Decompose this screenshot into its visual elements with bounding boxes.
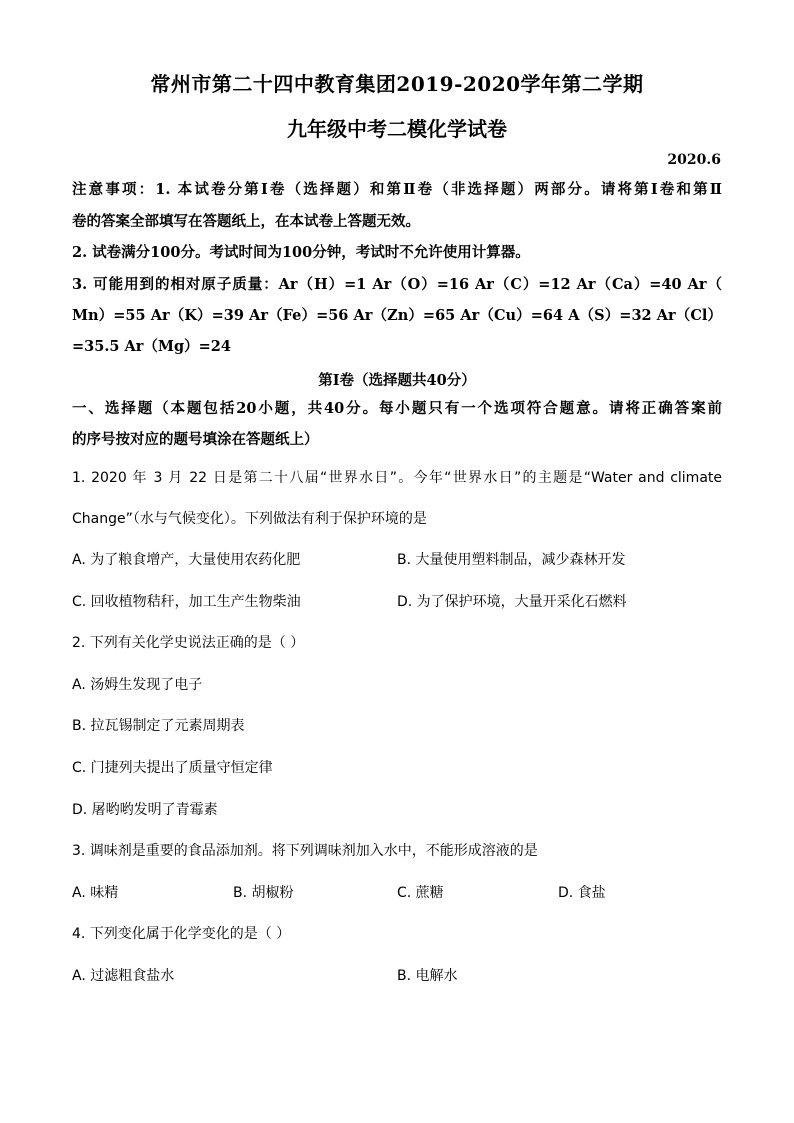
question-3-stem: 3. 调味剂是重要的食品添加剂。将下列调味剂加入水中，不能形成溶液的是 <box>72 843 538 859</box>
question-3-option-b: B. 胡椒粉 <box>233 885 294 901</box>
question-1-stem-line2: Change”（水与气候变化）。下列做法有利于保护环境的是 <box>72 511 427 527</box>
question-1-option-b: B. 大量使用塑料制品，减少森林开发 <box>397 552 626 568</box>
question-3-option-d: D. 食盐 <box>558 885 606 901</box>
exam-title-line1: 常州市第二十四中教育集团2019-2020学年第二学期 <box>150 72 644 96</box>
question-2-option-a: A. 汤姆生发现了电子 <box>72 677 203 693</box>
question-3-option-a: A. 味精 <box>72 885 119 901</box>
notes-line-6: =35.5 Ar（Mg）=24 <box>72 338 231 355</box>
notes-line-4: 3. 可能用到的相对原子质量：Ar（H）=1 Ar（O）=16 Ar（C）=12 Ar（Ca）=40 Ar（ <box>72 276 722 293</box>
question-2-stem: 2. 下列有关化学史说法正确的是（ ） <box>72 635 305 651</box>
question-1-option-c: C. 回收植物秸秆，加工生产生物柴油 <box>72 594 301 610</box>
section-instruction-line1: 一、选择题（本题包括20小题，共40分。每小题只有一个选项符合题意。请将正确答案前 <box>72 400 722 417</box>
question-4-option-b: B. 电解水 <box>397 968 458 984</box>
question-2-option-c: C. 门捷列夫提出了质量守恒定律 <box>72 760 273 776</box>
notes-line-3: 2. 试卷满分100分。考试时间为100分钟，考试时不允许使用计算器。 <box>72 244 530 261</box>
section-instruction-line2: 的序号按对应的题号填涂在答题纸上） <box>72 431 319 448</box>
question-1-option-a: A. 为了粮食增产，大量使用农药化肥 <box>72 552 301 568</box>
question-2-option-d: D. 屠哟哟发明了青霉素 <box>72 802 218 818</box>
notes-line-2: 卷的答案全部填写在答题纸上，在本试卷上答题无效。 <box>72 213 420 230</box>
notes-line-5: Mn）=55 Ar（K）=39 Ar（Fe）=56 Ar（Zn）=65 Ar（Cu）=64 A（S）=32 Ar（Cl） <box>72 307 722 324</box>
exam-title-line2: 九年级中考二模化学试卷 <box>287 117 507 141</box>
question-1-option-d: D. 为了保护环境，大量开采化石燃料 <box>397 594 627 610</box>
question-3-option-c: C. 蔗糖 <box>397 885 444 901</box>
section-title: 第Ⅰ卷（选择题共40分） <box>318 372 476 389</box>
question-4-stem: 4. 下列变化属于化学变化的是（ ） <box>72 926 291 942</box>
notes-line-1: 注意事项：1. 本试卷分第Ⅰ卷（选择题）和第Ⅱ卷（非选择题）两部分。请将第Ⅰ卷和第Ⅱ <box>72 181 722 198</box>
exam-date: 2020.6 <box>667 152 721 168</box>
question-2-option-b: B. 拉瓦锡制定了元素周期表 <box>72 718 245 734</box>
question-1-stem-line1: 1. 2020 年 3 月 22 日是第二十八届“世界水日”。今年“世界水日”的主题是“Water and climate <box>72 470 722 486</box>
question-4-option-a: A. 过滤粗食盐水 <box>72 968 175 984</box>
